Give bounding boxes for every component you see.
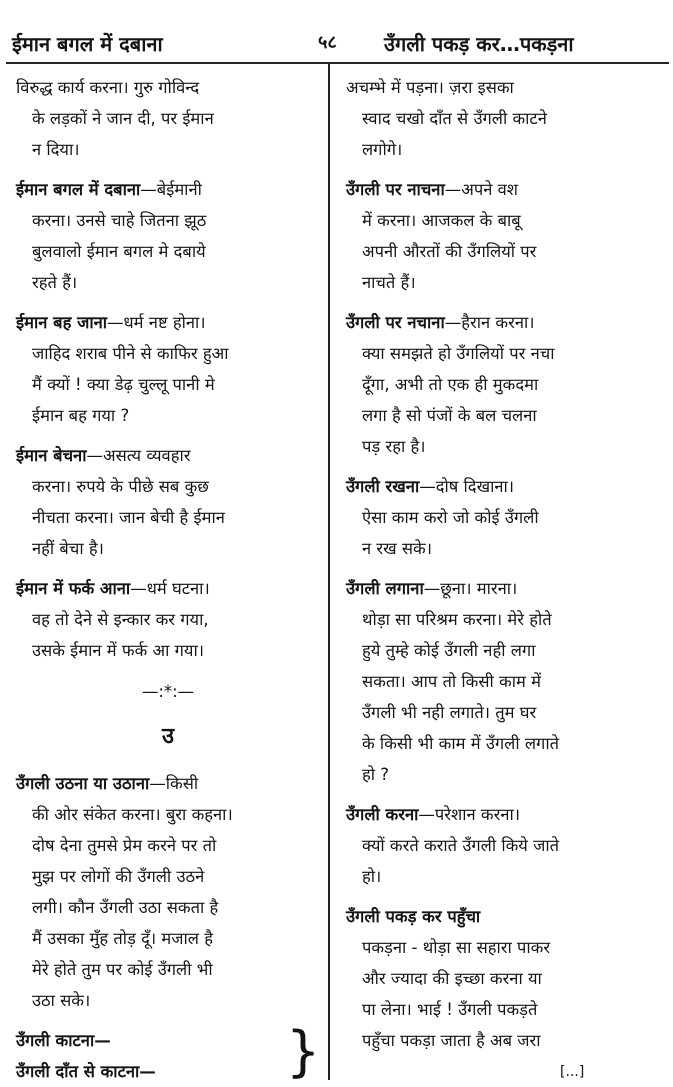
entry-headword: ईमान बह जाना [16,313,108,332]
entry-text: दोष देना तुमसे प्रेम करने पर तो [32,836,217,855]
entry-text: के लड़कों ने जान दी, पर ईमान [32,109,214,128]
entry-line [346,471,638,502]
left-entries-section [16,768,320,1016]
separator: —:*:— [141,682,195,701]
entry-text: दूँगा, अभी तो एक ही मुकदमा [362,375,539,394]
entry-line [346,205,638,236]
entry-line [346,697,638,728]
entry-line [346,666,638,697]
entry-text: —धर्म नष्ट होना। [107,313,206,332]
footer-mark: [...] [560,1064,585,1080]
entry-text: नीचता करना। जान बेची है ईमान [32,508,225,527]
entry-text: वह तो देने से इन्कार कर गया, [32,610,209,629]
brace-group [16,1020,321,1087]
entry-text: हो। [362,867,382,886]
entry-text: करना। रुपये के पीछे सब कुछ [32,477,209,496]
entry-headword: उँगली करना [346,805,419,824]
entry-line [16,72,320,103]
dictionary-entry [16,440,320,564]
entry-text: जाहिद शराब पीने से काफिर हुआ [32,344,229,363]
entry-text: हो ? [362,765,390,784]
entry-text: क्या समझते हो उँगलियों पर नचा [362,344,555,363]
dictionary-entry [346,307,638,462]
entry-text: बुलवालो ईमान बगल मे दबाये [32,242,206,261]
entry-line [346,431,638,462]
entry-text: पा लेना। भाई ! उँगली पकड़ते [362,1000,538,1019]
dictionary-entry [346,799,638,892]
brace-line: उँगली काटना— [16,1031,111,1050]
entry-text: करना। उनसे चाहे जितना झूठ [32,211,207,230]
entry-text: स्वाद चखो दाँत से उँगली काटने [362,109,547,128]
entry-line [346,502,638,533]
entry-headword: उँगली पर नाचना [346,180,445,199]
entry-text: सकता। आप तो किसी काम में [362,672,541,691]
entry-text: —दोष दिखाना। [419,477,515,496]
entry-line [346,963,638,994]
entry-headword: उँगली लगाना [346,579,424,598]
entry-line [16,307,320,338]
entry-line [16,205,320,236]
entry-line [346,307,638,338]
dictionary-entry [346,471,638,564]
entry-line [16,502,320,533]
right-column [346,72,638,1065]
entry-line [16,892,320,923]
entry-text: अचम्भे में पड़ना। ज़रा इसका [346,78,514,97]
entry-text: —हैरान करना। [444,313,535,332]
entry-text: पहुँचा पकड़ा जाता है अब जरा [362,1031,541,1050]
entry-line [16,134,320,165]
entry-line [346,604,638,635]
entry-line [346,267,638,298]
entry-line [346,369,638,400]
entry-line [16,533,320,564]
entry-text: लगी। कौन उँगली उठा सकता है [32,898,219,917]
entry-headword: ईमान बेचना [16,446,87,465]
entry-line [346,72,638,103]
header-rule [6,62,669,64]
entry-line [16,861,320,892]
entry-line [16,985,320,1016]
entry-text: पकड़ना - थोड़ा सा सहारा पाकर [362,938,551,957]
entry-text: मैं उसका मुँह तोड़ दूँ। मजाल है [32,929,213,948]
entry-line [16,400,320,431]
dictionary-entry [346,72,638,165]
entry-line [346,533,638,564]
entry-headword: ईमान में फर्क आना [16,579,131,598]
brace-line: उँगली दाँत से काटना— [16,1062,156,1081]
entry-text: हुये तुम्हे कोई उँगली नही लगा [362,641,536,660]
left-entries [16,72,320,666]
entry-line [346,994,638,1025]
entry-line [16,267,320,298]
entry-line [16,830,320,861]
dictionary-entry [16,72,320,165]
entry-line [346,174,638,205]
entry-headword: ईमान बगल में दबाना [16,180,141,199]
entry-line [346,932,638,963]
entry-text: —परेशान करना। [418,805,521,824]
page-number: ५८ [318,32,337,53]
entry-line [16,573,320,604]
header-left-title: ईमान बगल में दबाना [12,32,163,56]
entry-line [16,923,320,954]
entry-line [16,369,320,400]
entry-headword: उँगली उठना या उठाना [16,774,150,793]
entry-text: न दिया। [32,140,80,159]
left-column [16,72,320,1087]
entry-line [346,236,638,267]
entry-text: मैं क्यों ! क्या डेढ़ चुल्लू पानी मे [32,375,215,394]
dictionary-entry [346,901,638,1056]
entry-line [346,103,638,134]
entry-text: उठा सके। [32,991,91,1010]
entry-line [346,901,638,932]
entry-text: मुझ पर लोगों की उँगली उठने [32,867,205,886]
entry-line [346,635,638,666]
dictionary-entry [16,768,320,1016]
entry-headword: उँगली पर नचाना [346,313,445,332]
entry-text: —असत्य व्यवहार [86,446,191,465]
entry-text: के किसी भी काम में उँगली लगाते [362,734,560,753]
entry-text: उँगली भी नही लगाते। तुम घर [362,703,537,722]
entry-line [16,471,320,502]
header-right-title: उँगली पकड़ कर…पकड़ना [384,32,574,56]
entry-headword: उँगली रखना [346,477,420,496]
entry-text: नाचते हैं। [362,273,416,292]
entry-text: ईमान बह गया ? [32,406,130,425]
section-letter: उ [161,724,175,749]
dictionary-entry [16,307,320,431]
entry-line [346,759,638,790]
entry-line [16,103,320,134]
entry-line [346,1025,638,1056]
entry-text: पड़ रहा है। [362,437,426,456]
entry-line [16,440,320,471]
entry-line [16,635,320,666]
entry-text: —छूना। मारना। [423,579,518,598]
right-entries [346,72,638,1056]
dictionary-entry [16,174,320,298]
entry-line [346,830,638,861]
entry-text: और ज्यादा की इच्छा करना या [362,969,542,988]
entry-line [346,861,638,892]
entry-line [16,768,320,799]
entry-text: क्यों करते कराते उँगली किये जाते [362,836,560,855]
entry-line [346,134,638,165]
entry-line [346,728,638,759]
entry-text: विरुद्ध कार्य करना। गुरु गोविन्द [16,78,200,97]
entry-text: अपनी औरतों की उँगलियों पर [362,242,537,261]
entry-text: रहते हैं। [32,273,78,292]
dictionary-entry [346,174,638,298]
entry-text: थोड़ा सा परिश्रम करना। मेरे होते [362,610,552,629]
entry-text: की ओर संकेत करना। बुरा कहना। [32,805,233,824]
entry-line [16,799,320,830]
entry-text: नहीं बेचा है। [32,539,104,558]
entry-text: ऐसा काम करो जो कोई उँगली [362,508,539,527]
entry-headword: उँगली पकड़ कर पहुँचा [346,907,481,926]
entry-text: लगोगे। [362,140,403,159]
entry-line [346,338,638,369]
entry-line [16,954,320,985]
entry-line [16,338,320,369]
dictionary-entry [346,573,638,790]
column-divider [328,64,330,1080]
running-header [12,26,663,62]
entry-text: मेरे होते तुम पर कोई उँगली भी [32,960,213,979]
entry-line [16,236,320,267]
entry-text: —धर्म घटना। [130,579,210,598]
entry-text: लगा है सो पंजों के बल चलना [362,406,537,425]
entry-text: उसके ईमान में फर्क आ गया। [32,641,205,660]
entry-text: —बेईमानी [140,180,202,199]
entry-text: न रख सके। [362,539,432,558]
entry-line [346,799,638,830]
entry-line [346,573,638,604]
entry-text: —अपने वश [444,180,519,199]
entry-text: में करना। आजकल के बाबू [362,211,521,230]
entry-line [16,174,320,205]
dictionary-entry [16,573,320,666]
curly-brace: } [286,1020,321,1083]
entry-text: —किसी [149,774,199,793]
entry-line [346,400,638,431]
entry-line [16,604,320,635]
